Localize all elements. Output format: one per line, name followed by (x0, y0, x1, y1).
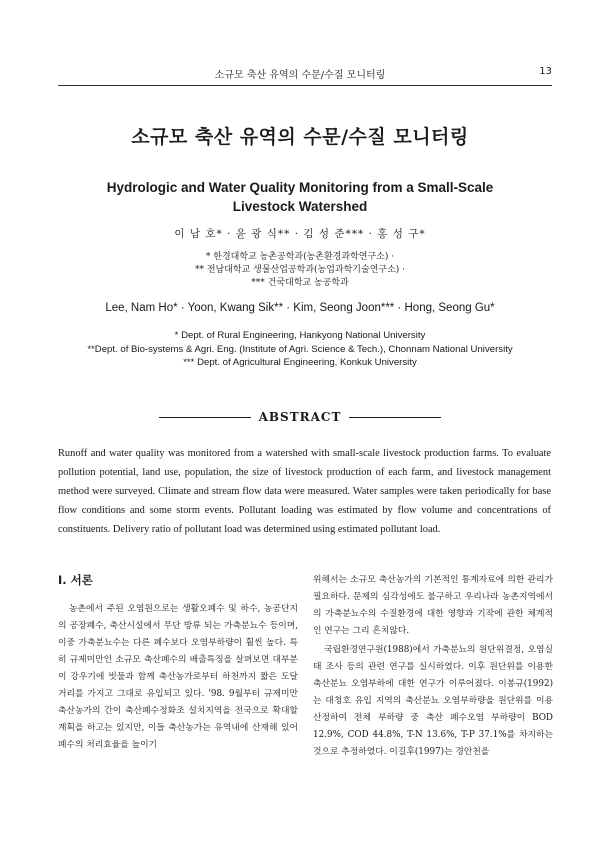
running-head: 소규모 축산 유역의 수문/수질 모니터링 (214, 70, 386, 81)
affiliation-line: * 한경대학교 농촌공학과(농촌환경과학연구소) · (205, 252, 395, 262)
page-number: 13 (539, 66, 552, 77)
title-english: Hydrologic and Water Quality Monitoring from a Small-Scale Livestock Watershed (106, 180, 494, 214)
affiliations-english (0, 329, 600, 370)
abstract-body: Runoff and water quality was monitored from a watershed with small-scale livestock production farms. To evaluate pollution potential, land use, population, the size of livestock production of each farm, and livestock management method were surveyed. Climate and stream flow data were measured. Water samples were taken periodically for base flow conditions and some storm events. Pollutant loading was estimated by flow volume and concentrations of constituents. Delivery ratio of pollutant load was determined using estimated pollutant load. (58, 448, 551, 535)
affiliation-line: *** Dept. of Agricultural Engineering, Konkuk University (183, 357, 417, 368)
abstract-heading-text: ABSTRACT (258, 410, 342, 424)
section-heading: I. 서론 (58, 573, 93, 587)
divider (159, 417, 251, 418)
column-left (58, 572, 298, 754)
affiliation-line: ** 전남대학교 생물산업공학과(농업과학기술연구소) · (194, 265, 406, 275)
authors-korean: 이 남 호* · 윤 광 식** · 김 성 준*** · 홍 성 구* (174, 228, 426, 240)
header-rule (58, 85, 552, 86)
affiliations-korean (0, 251, 600, 290)
divider (349, 417, 441, 418)
paragraph: 농촌에서 주된 오염원으로는 생활오폐수 및 하수, 농공단지의 공장폐수, 축산시설에서 무단 방류 되는 가축분뇨수 등이며, 이중 가축분뇨수는 다른 폐수보다 오염부하량이 훨씬 높다. 특히 규제미만인 소규모 축산폐수의 배출특징을 살펴보면 대부분이 강우기에 빗물과 함께 축산농가로부터 하천까지 짧은 도달거리를 가지고 그대로 유입되고 있다. '98. 9월부터 규제미만 축산농가의 간이 축산폐수정화조 설치지역을 전국으로 확대할 계획을 하고는 있지만, 이들 축산농가는 유역내에 산재해 있어 폐수의 처리효율을 높이기 (58, 604, 298, 750)
affiliation-line: * Dept. of Rural Engineering, Hankyong National University (174, 330, 426, 341)
authors-english: Lee, Nam Ho* · Yoon, Kwang Sik** · Kim, Seong Joon*** · Hong, Seong Gu* (105, 302, 495, 314)
column-right (313, 572, 553, 761)
affiliation-line: **Dept. of Bio-systems & Agri. Eng. (Institute of Agri. Science & Tech.), Chonnam National University (87, 343, 513, 355)
paragraph: 위해서는 소규모 축산농가의 기본적인 통계자료에 의한 관리가 필요하다. 문제의 심각성에도 불구하고 우리나라 농촌지역에서의 가축분뇨수의 수질환경에 대한 영향과 기작에 관한 체계적인 연구는 그리 흔치않다. (313, 575, 553, 636)
title-korean: 소규모 축산 유역의 수문/수질 모니터링 (131, 126, 469, 148)
paragraph: 국립환경연구원(1988)에서 가축분뇨의 원단위결정, 오염실태 조사 등의 관련 연구를 실시하였다. 이후 원단위를 이용한 축산분뇨 오염부하에 대한 연구가 이루어졌다. 이봉규(1992) 는 대청호 유입 지역의 축산분뇨 오염부하량을 원단위를 이용 산정하여 전체 부하량 중 축산 폐수오염 부하량이 BOD 12.9%, COD 44.8%, T-N 13.6%, T-P 37.1%를 차지하는 것으로 추정하였다. 이길후(1997)는 경안천을 (313, 645, 553, 757)
abstract-heading (140, 410, 460, 424)
affiliation-line: *** 건국대학교 농공학과 (251, 278, 349, 288)
